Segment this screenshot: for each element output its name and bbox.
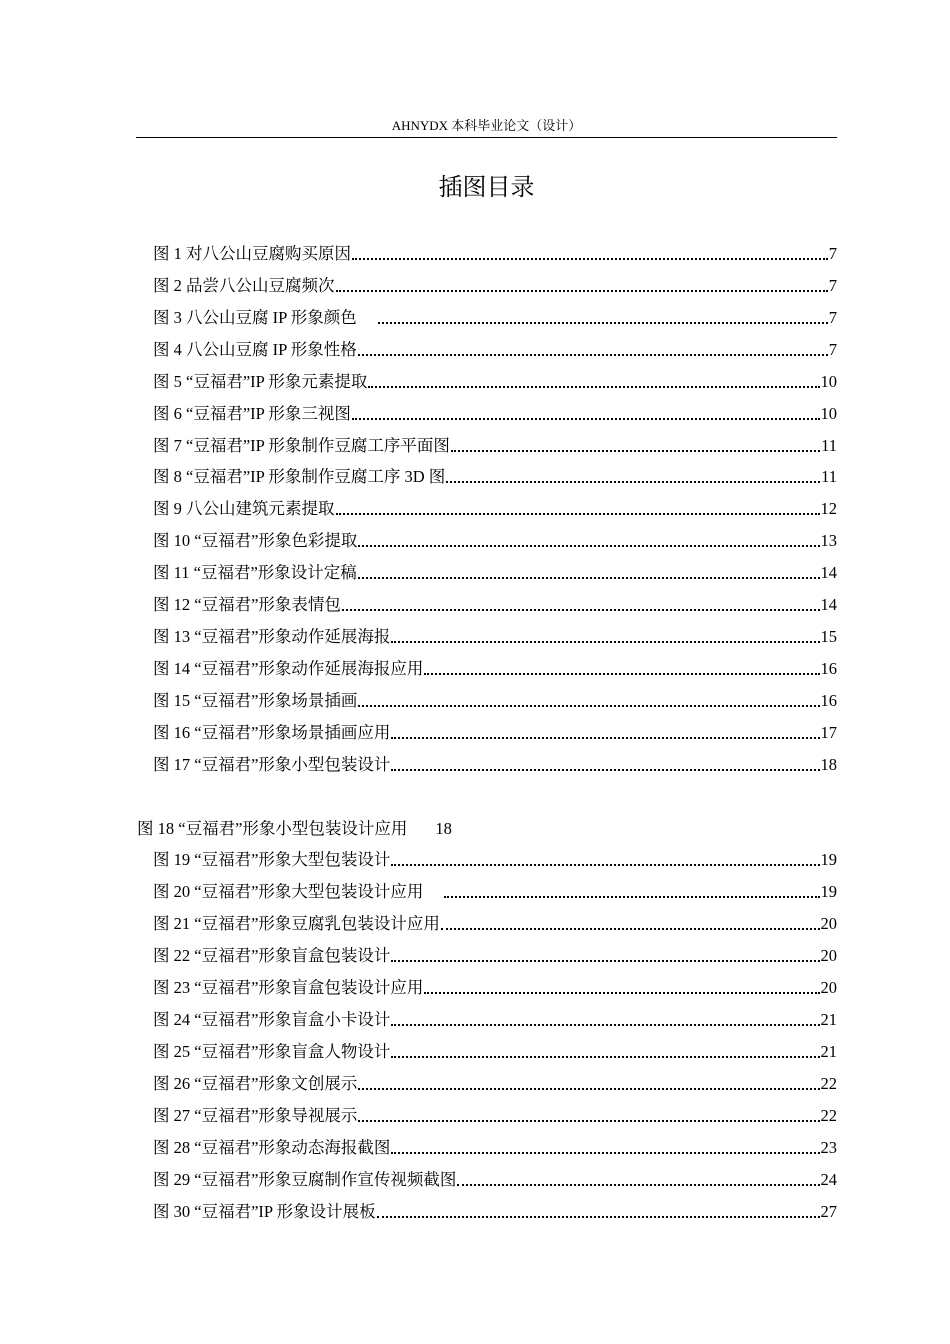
dot-leader — [391, 864, 819, 866]
entry-label: 图 17 “豆福君”形象小型包装设计 — [153, 755, 391, 774]
entry-label: 图 28 “豆福君”形象动态海报截图 — [153, 1138, 391, 1157]
dot-leader — [446, 481, 820, 483]
entry-page: 16 — [820, 691, 837, 710]
toc-entry[interactable] — [153, 465, 837, 489]
dot-leader — [336, 290, 828, 292]
toc-entry[interactable] — [153, 1200, 837, 1224]
entry-page: 20 — [820, 978, 837, 997]
entry-page: 7 — [828, 276, 837, 295]
dot-leader — [457, 1184, 819, 1186]
entry-page: 7 — [828, 308, 837, 327]
entry-label: 图 1 对八公山豆腐购买原因 — [153, 244, 351, 263]
header-rule — [136, 137, 837, 138]
entry-label: 图 6 “豆福君”IP 形象三视图 — [153, 404, 351, 423]
dot-leader — [352, 418, 820, 420]
entry-label: 图 21 “豆福君”形象豆腐乳包装设计应用 — [153, 914, 440, 933]
toc-entry[interactable] — [153, 880, 837, 904]
entry-page: 22 — [820, 1106, 837, 1125]
entry-page: 14 — [820, 563, 837, 582]
entry-label: 图 11 “豆福君”形象设计定稿 — [153, 563, 357, 582]
entry-page: 11 — [821, 467, 837, 486]
toc-entry[interactable] — [153, 338, 837, 362]
dot-leader — [391, 1152, 819, 1154]
toc-entry[interactable] — [153, 1072, 837, 1096]
entry-page: 10 — [820, 372, 837, 391]
dot-leader — [352, 258, 828, 260]
dot-leader — [424, 992, 819, 994]
entry-page: 13 — [820, 531, 837, 550]
entry-page: 12 — [820, 499, 837, 518]
entry-label: 图 19 “豆福君”形象大型包装设计 — [153, 850, 391, 869]
entry-label: 图 9 八公山建筑元素提取 — [153, 499, 335, 518]
toc-entry[interactable] — [153, 497, 837, 521]
entry-page: 19 — [820, 850, 837, 869]
entry-label: 图 30 “豆福君”IP 形象设计展板 — [153, 1202, 376, 1221]
entry-label: 图 12 “豆福君”形象表情包 — [153, 595, 341, 614]
entry-page: 14 — [820, 595, 837, 614]
entry-page: 16 — [820, 659, 837, 678]
dot-leader — [391, 641, 819, 643]
toc-entry[interactable] — [153, 593, 837, 617]
dot-leader — [342, 609, 820, 611]
toc-entry[interactable] — [153, 1040, 837, 1064]
entry-label: 图 24 “豆福君”形象盲盒小卡设计 — [153, 1010, 391, 1029]
dot-leader — [424, 673, 819, 675]
toc-entry[interactable] — [153, 434, 837, 458]
toc-entry[interactable] — [153, 753, 837, 777]
dot-leader — [358, 1120, 819, 1122]
dot-leader — [378, 322, 828, 324]
toc-entry[interactable] — [153, 242, 837, 266]
toc-entry[interactable] — [153, 274, 837, 298]
toc-entry[interactable] — [153, 944, 837, 968]
entry-label: 图 20 “豆福君”形象大型包装设计应用 — [153, 882, 424, 901]
toc-entry[interactable] — [153, 306, 837, 330]
toc-entry[interactable] — [153, 529, 837, 553]
toc-entry[interactable] — [153, 912, 837, 936]
dot-leader — [358, 354, 828, 356]
dot-leader — [391, 1024, 819, 1026]
toc-entry[interactable] — [153, 976, 837, 1000]
entry-label: 图 22 “豆福君”形象盲盒包装设计 — [153, 946, 391, 965]
toc-entry[interactable] — [153, 561, 837, 585]
entry-page: 22 — [820, 1074, 837, 1093]
toc-entry[interactable] — [153, 657, 837, 681]
dot-leader — [368, 386, 819, 388]
entry-label: 图 25 “豆福君”形象盲盒人物设计 — [153, 1042, 391, 1061]
toc-entry[interactable] — [153, 1104, 837, 1128]
entry-label: 图 2 品尝八公山豆腐频次 — [153, 276, 335, 295]
entry-label: 图 3 八公山豆腐 IP 形象颜色 — [153, 308, 357, 327]
entry-page: 18 — [820, 755, 837, 774]
dot-leader — [336, 513, 820, 515]
entry-page: 17 — [820, 723, 837, 742]
entry-page: 24 — [820, 1170, 837, 1189]
page-title: 插图目录 — [438, 173, 535, 201]
entry-label: 图 26 “豆福君”形象文创展示 — [153, 1074, 358, 1093]
entry-label: 图 13 “豆福君”形象动作延展海报 — [153, 627, 391, 646]
entry-label: 图 27 “豆福君”形象导视展示 — [153, 1106, 358, 1125]
toc-entry[interactable] — [153, 402, 837, 426]
dot-leader — [358, 577, 820, 579]
entry-page: 23 — [820, 1138, 837, 1157]
toc-entry[interactable] — [153, 370, 837, 394]
entry-label: 图 29 “豆福君”形象豆腐制作宣传视频截图 — [153, 1170, 457, 1189]
entry-label: 图 15 “豆福君”形象场景插画 — [153, 691, 358, 710]
toc-entry[interactable] — [153, 689, 837, 713]
entry-label: 图 23 “豆福君”形象盲盒包装设计应用 — [153, 978, 424, 997]
entry-page: 10 — [820, 404, 837, 423]
entry-page: 11 — [821, 436, 837, 455]
entry-label: 图 4 八公山豆腐 IP 形象性格 — [153, 340, 357, 359]
dot-leader — [391, 769, 819, 771]
dot-leader — [391, 960, 819, 962]
entry-page: 7 — [828, 340, 837, 359]
entry-page: 18 — [435, 819, 452, 838]
dot-leader — [391, 1056, 819, 1058]
dot-leader — [358, 705, 819, 707]
dot-leader — [391, 737, 819, 739]
entry-page: 15 — [820, 627, 837, 646]
entry-label: 图 10 “豆福君”形象色彩提取 — [153, 531, 358, 550]
running-header: AHNYDX 本科毕业论文（设计） — [391, 118, 582, 133]
entry-page: 21 — [820, 1010, 837, 1029]
dot-leader — [451, 450, 820, 452]
toc-entry[interactable] — [153, 625, 837, 649]
toc-entry[interactable] — [153, 721, 837, 745]
dot-leader — [358, 545, 819, 547]
toc-entry[interactable] — [153, 848, 837, 872]
dot-leader — [441, 928, 820, 930]
dot-leader — [444, 896, 819, 898]
entry-label: 图 14 “豆福君”形象动作延展海报应用 — [153, 659, 424, 678]
dot-leader — [358, 1088, 819, 1090]
toc-entry[interactable] — [153, 1168, 837, 1192]
toc-entry[interactable] — [153, 1136, 837, 1160]
toc-entry[interactable] — [137, 817, 452, 841]
entry-label: 图 5 “豆福君”IP 形象元素提取 — [153, 372, 368, 391]
entry-label: 图 18 “豆福君”形象小型包装设计应用 — [137, 819, 408, 838]
entry-label: 图 8 “豆福君”IP 形象制作豆腐工序 3D 图 — [153, 467, 446, 486]
toc-entry[interactable] — [153, 1008, 837, 1032]
entry-page: 21 — [820, 1042, 837, 1061]
entry-page: 19 — [820, 882, 837, 901]
entry-page: 27 — [820, 1202, 837, 1221]
dot-leader — [377, 1216, 820, 1218]
entry-page: 20 — [820, 946, 837, 965]
entry-label: 图 7 “豆福君”IP 形象制作豆腐工序平面图 — [153, 436, 450, 455]
entry-page: 7 — [828, 244, 837, 263]
entry-page: 20 — [820, 914, 837, 933]
entry-label: 图 16 “豆福君”形象场景插画应用 — [153, 723, 391, 742]
